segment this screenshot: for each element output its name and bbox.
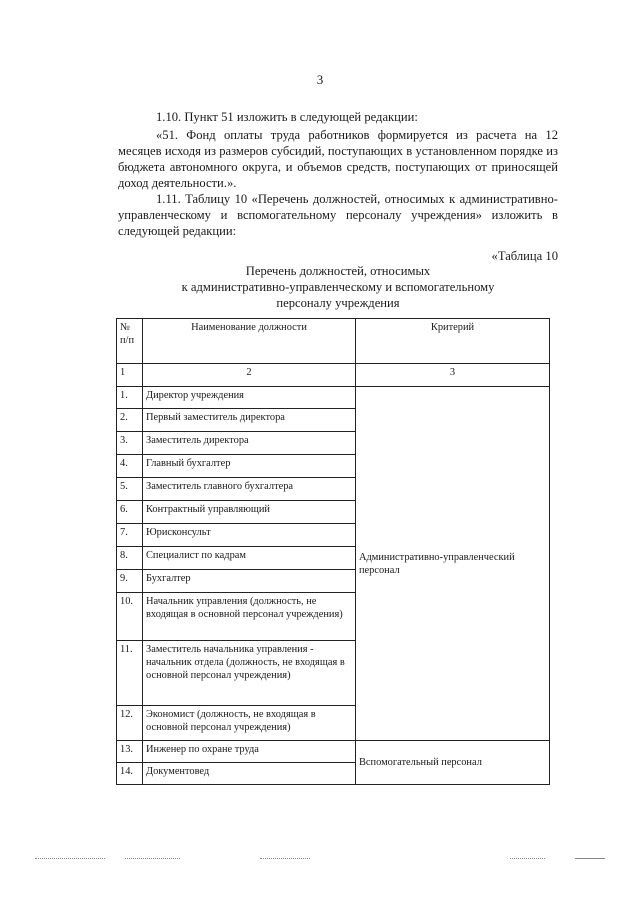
row-num: 14.: [117, 763, 143, 785]
column-number: 1: [117, 364, 143, 387]
row-position: Документовед: [143, 763, 356, 785]
paragraph-1-11: 1.11. Таблицу 10 «Перечень должностей, относимых к административно-управленческому и вспомогательному персоналу учреждения» изложить в следующей редакции:: [118, 192, 558, 238]
row-position: Заместитель директора: [143, 432, 356, 455]
row-num: 7.: [117, 524, 143, 547]
paragraph-clause-51: «51. Фонд оплаты труда работников формируется из расчета на 12 месяцев исходя из размеров субсидий, поступающих в установленном порядке из бюджета автономного округа, и объемов средств, поступающих от приносящей доход деятельности.».: [118, 128, 558, 190]
row-position: Инженер по охране труда: [143, 741, 356, 763]
row-position: Заместитель начальника управления - начальник отдела (должность, не входящая в основной персонал учреждения): [143, 641, 356, 706]
page-number: 3: [316, 72, 324, 87]
row-position: Контрактный управляющий: [143, 501, 356, 524]
table-title-line-1: Перечень должностей, относимых: [245, 264, 431, 278]
row-num: 10.: [117, 593, 143, 641]
criterion-support: Вспомогательный персонал: [356, 741, 550, 785]
footer-scan-lines: [30, 858, 610, 864]
table-title-line-2: к административно-управленческому и вспомогательному: [181, 280, 495, 294]
table-row: [117, 741, 550, 763]
table-row: [117, 387, 550, 409]
row-num: 1.: [117, 387, 143, 409]
row-position: Бухгалтер: [143, 570, 356, 593]
row-num: 3.: [117, 432, 143, 455]
table-header-row: [117, 319, 550, 364]
positions-table: [116, 318, 550, 785]
table-title: [118, 263, 558, 311]
row-num: 13.: [117, 741, 143, 763]
column-number: 3: [356, 364, 550, 387]
row-position: Главный бухгалтер: [143, 455, 356, 478]
row-num: 12.: [117, 706, 143, 741]
row-position: Директор учреждения: [143, 387, 356, 409]
row-num: 2.: [117, 409, 143, 432]
row-position: Экономист (должность, не входящая в основной персонал учреждения): [143, 706, 356, 741]
row-num: 8.: [117, 547, 143, 570]
header-num: № п/п: [117, 319, 143, 364]
table-label: «Таблица 10: [491, 249, 558, 263]
header-criterion: Критерий: [356, 319, 550, 364]
row-num: 5.: [117, 478, 143, 501]
row-position: Специалист по кадрам: [143, 547, 356, 570]
header-position-name: Наименование должности: [143, 319, 356, 364]
column-numbers-row: [117, 364, 550, 387]
row-num: 11.: [117, 641, 143, 706]
row-num: 9.: [117, 570, 143, 593]
row-position: Заместитель главного бухгалтера: [143, 478, 356, 501]
criterion-admin: Административно-управленческий персонал: [356, 387, 550, 741]
row-position: Юрисконсульт: [143, 524, 356, 547]
row-num: 6.: [117, 501, 143, 524]
row-position: Начальник управления (должность, не входящая в основной персонал учреждения): [143, 593, 356, 641]
paragraph-1-10: 1.10. Пункт 51 изложить в следующей редакции:: [156, 110, 418, 124]
table-title-line-3: персоналу учреждения: [276, 296, 400, 310]
column-number: 2: [143, 364, 356, 387]
row-num: 4.: [117, 455, 143, 478]
row-position: Первый заместитель директора: [143, 409, 356, 432]
